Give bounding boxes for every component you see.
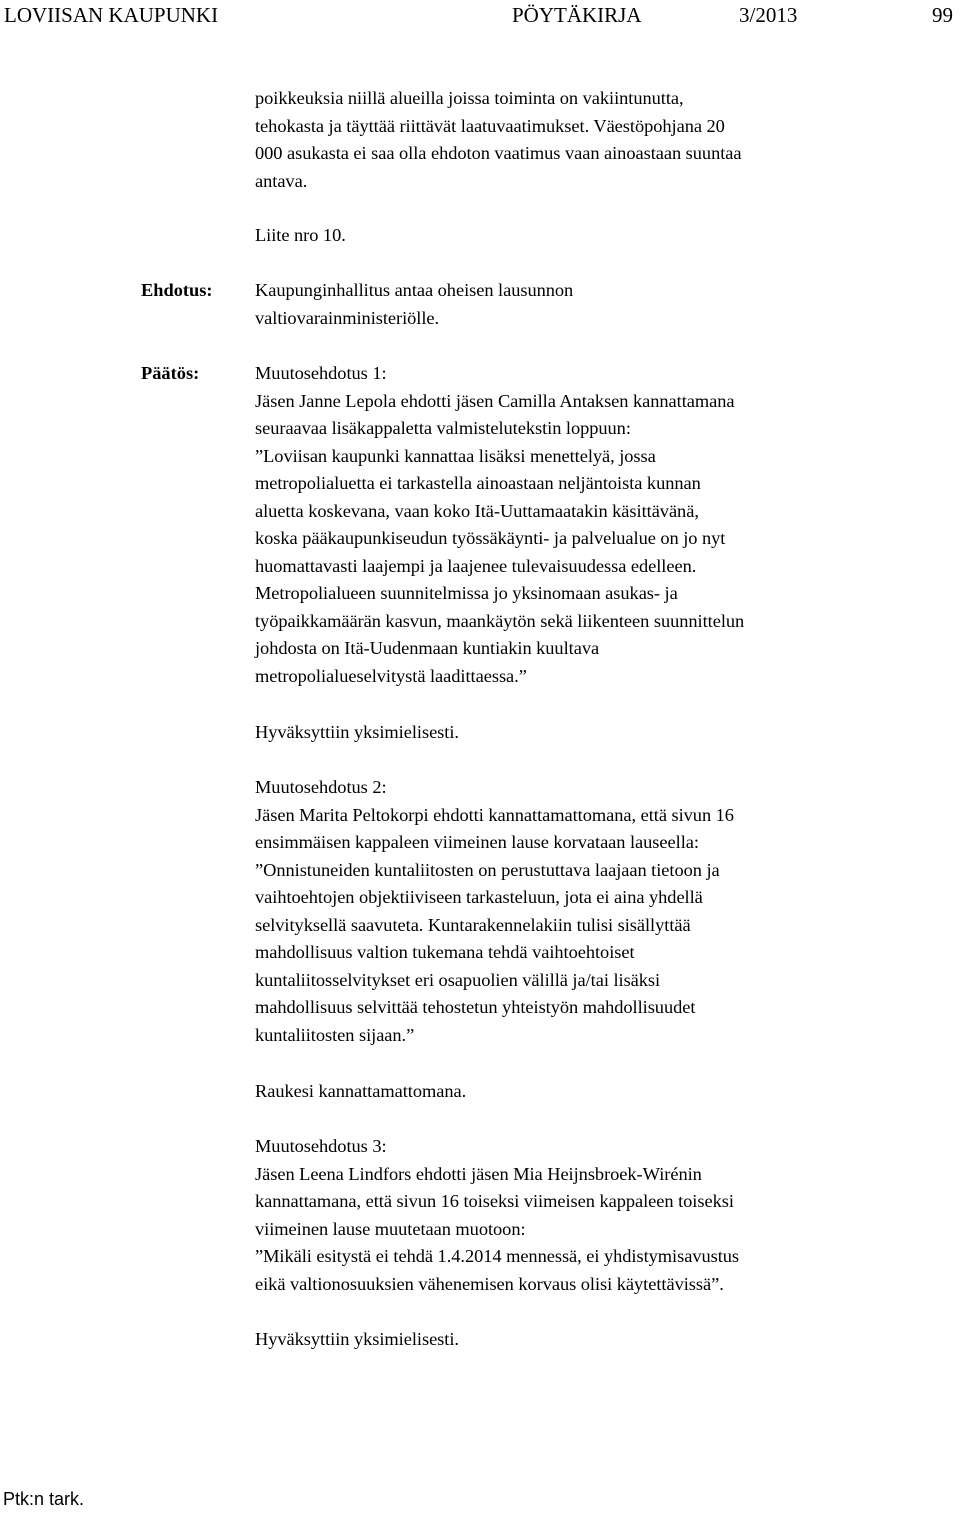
text-line: Jäsen Janne Lepola ehdotti jäsen Camilla Antaksen kannattamana	[255, 390, 735, 411]
text-line: valtiovarainministeriölle.	[255, 307, 440, 328]
text-line: aluetta koskevana, vaan koko Itä-Uuttamaatakin käsittävänä,	[255, 500, 699, 521]
amendment-title: Muutosehdotus 2:	[255, 777, 387, 797]
text-line: selvityksellä saavuteta. Kuntarakennelakiin tulisi sisällyttää	[255, 914, 691, 935]
minutes-checker-footer: Ptk:n tark.	[3, 1489, 85, 1509]
result-text: Hyväksyttiin yksimielisesti.	[255, 1329, 459, 1349]
intro-paragraph	[255, 85, 895, 195]
amendment-2-result	[255, 1078, 895, 1106]
text-line: Jäsen Marita Peltokorpi ehdotti kannattamattomana, että sivun 16	[255, 804, 734, 825]
attachment-text: Liite nro 10.	[255, 225, 346, 245]
text-line: kuntaliitosten sijaan.”	[255, 1024, 415, 1045]
text-line: vaihtoehtojen objektiiviseen tarkasteluun, jota ei aina yhdellä	[255, 887, 703, 907]
decision-label: Päätös:	[141, 363, 200, 383]
text-line: kannattamana, että sivun 16 toiseksi viimeisen kappaleen toiseksi	[255, 1191, 734, 1211]
amendment-2	[255, 774, 895, 1049]
result-text: Raukesi kannattamattomana.	[255, 1081, 467, 1101]
result-text: Hyväksyttiin yksimielisesti.	[255, 722, 459, 742]
text-line: seuraavaa lisäkappaletta valmistelutekstin loppuun:	[255, 418, 631, 438]
meeting-number: 3/2013	[739, 3, 798, 27]
text-line: työpaikkamäärän kasvun, maankäytön sekä liikenteen suunnittelun	[255, 610, 745, 631]
text-line: ”Onnistuneiden kuntaliitosten on perustuttava laajaan tietoon ja	[255, 859, 720, 880]
text-line: Kaupunginhallitus antaa oheisen lausunnon	[255, 280, 574, 300]
attachment-reference	[255, 222, 895, 250]
page-number: 99	[932, 3, 953, 27]
text-line: eikä valtionosuuksien vähenemisen korvaus olisi käytettävissä”.	[255, 1273, 724, 1294]
text-line: tehokasta ja täyttää riittävät laatuvaatimukset. Väestöpohjana 20	[255, 115, 725, 136]
document-type: PÖYTÄKIRJA	[512, 3, 642, 27]
proposal-text	[255, 277, 895, 332]
text-line: antava.	[255, 170, 308, 191]
text-line: johdosta on Itä-Uudenmaan kuntiakin kuultava	[255, 638, 600, 658]
text-line: poikkeuksia niillä alueilla joissa toiminta on vakiintunutta,	[255, 88, 684, 108]
amendment-3-result	[255, 1326, 895, 1354]
proposal-label: Ehdotus:	[141, 280, 213, 300]
amendment-title: Muutosehdotus 1:	[255, 363, 387, 383]
amendment-title: Muutosehdotus 3:	[255, 1136, 387, 1156]
text-line: metropolialueselvitystä laadittaessa.”	[255, 665, 527, 686]
text-line: ”Mikäli esitystä ei tehdä 1.4.2014 mennessä, ei yhdistymisavustus	[255, 1246, 740, 1266]
text-line: Metropolialueen suunnitelmissa jo yksinomaan asukas- ja	[255, 583, 678, 603]
text-line: Jäsen Leena Lindfors ehdotti jäsen Mia Heijnsbroek-Wirénin	[255, 1163, 702, 1184]
text-line: kuntaliitosselvitykset eri osapuolien välillä ja/tai lisäksi	[255, 969, 661, 990]
text-line: huomattavasti laajempi ja laajenee tulevaisuudessa edelleen.	[255, 555, 697, 576]
amendment-1	[255, 360, 895, 690]
amendment-1-result	[255, 719, 895, 747]
text-line: koska pääkaupunkiseudun työssäkäynti- ja palvelualue on jo nyt	[255, 528, 726, 548]
text-line: mahdollisuus valtion tukemana tehdä vaihtoehtoiset	[255, 942, 635, 962]
text-line: mahdollisuus selvittää tehostetun yhteistyön mahdollisuudet	[255, 997, 696, 1017]
text-line: metropolialuetta ei tarkastella ainoastaan neljäntoista kunnan	[255, 473, 701, 493]
text-line: ensimmäisen kappaleen viimeinen lause korvataan lauseella:	[255, 832, 699, 852]
text-line: ”Loviisan kaupunki kannattaa lisäksi menettelyä, jossa	[255, 445, 656, 466]
organization-name: LOVIISAN KAUPUNKI	[4, 3, 219, 27]
text-line: 000 asukasta ei saa olla ehdoton vaatimus vaan ainoastaan suuntaa	[255, 143, 742, 163]
amendment-3	[255, 1133, 895, 1298]
text-line: viimeinen lause muutetaan muotoon:	[255, 1218, 526, 1239]
